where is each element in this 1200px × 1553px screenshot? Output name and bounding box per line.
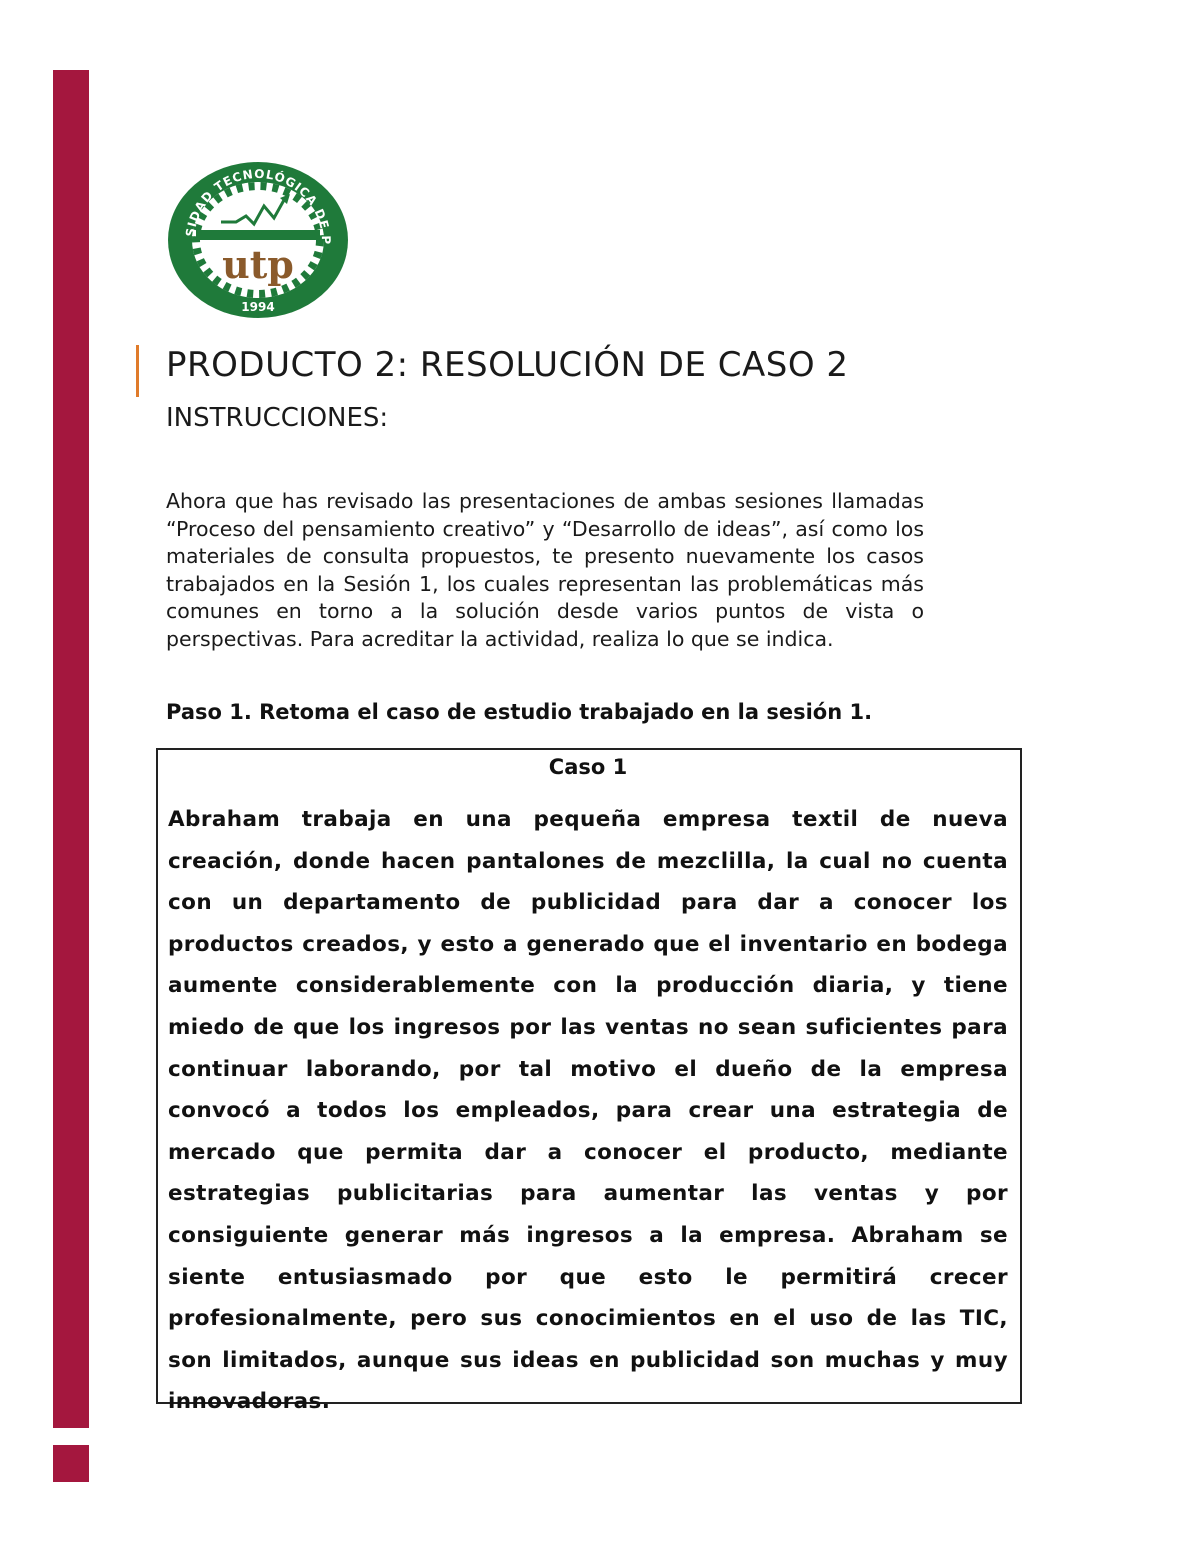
intro-paragraph: Ahora que has revisado las presentaciones de ambas sesiones llamadas “Proceso del pensamiento creativo” y “Desarrollo de ideas”, así como los materiales de consulta propuestos, te presento nuevamente los casos trabajados en la Sesión 1, los cuales representan las problemáticas más comunes en torno a la solución desde varios puntos de vista o perspectivas. Para acreditar la actividad, realiza lo que se indica. <box>166 489 924 651</box>
instructions-heading: INSTRUCCIONES: <box>166 403 389 433</box>
case-title: Caso 1 <box>548 755 628 779</box>
sidebar-bar <box>53 70 89 1428</box>
university-logo <box>166 160 350 320</box>
page-title: PRODUCTO 2: RESOLUCIÓN DE CASO 2 <box>166 345 849 385</box>
svg-text:UNIVERSIDAD TECNOLÓGICA DE PUE: SIDAD TECNOLÓGICA DE P <box>183 166 334 246</box>
svg-text:1994: 1994 <box>241 300 275 314</box>
sidebar-square <box>53 1445 89 1482</box>
utp-seal-icon <box>166 160 350 320</box>
title-accent-line <box>136 345 139 397</box>
case-box <box>156 748 1022 1415</box>
step-1-heading: Paso 1. Retoma el caso de estudio trabajado en la sesión 1. <box>166 700 873 724</box>
svg-text:utp: utp <box>222 242 294 287</box>
case-text: Abraham trabaja en una pequeña empresa textil de nueva creación, donde hacen pantalones de mezclilla, la cual no cuenta con un departamento de publicidad para dar a conocer los productos creados, y esto a generado que el inventario en bodega aumente considerablemente con la producción diaria, y tiene miedo de que los ingresos por las ventas no sean suficientes para continuar laborando, por tal motivo el dueño de la empresa convocó a todos los empleados, para crear una estrategia de mercado que permita dar a conocer el producto, mediante estrategias publicitarias para aumentar las ventas y por consiguiente generar más ingresos a la empresa. Abraham se siente entusiasmado por que esto le permitirá crecer profesionalmente, pero sus conocimientos en el uso de las TIC, son limitados, aunque sus ideas en publicidad son muchas y muy innovadoras. <box>168 807 1008 1415</box>
